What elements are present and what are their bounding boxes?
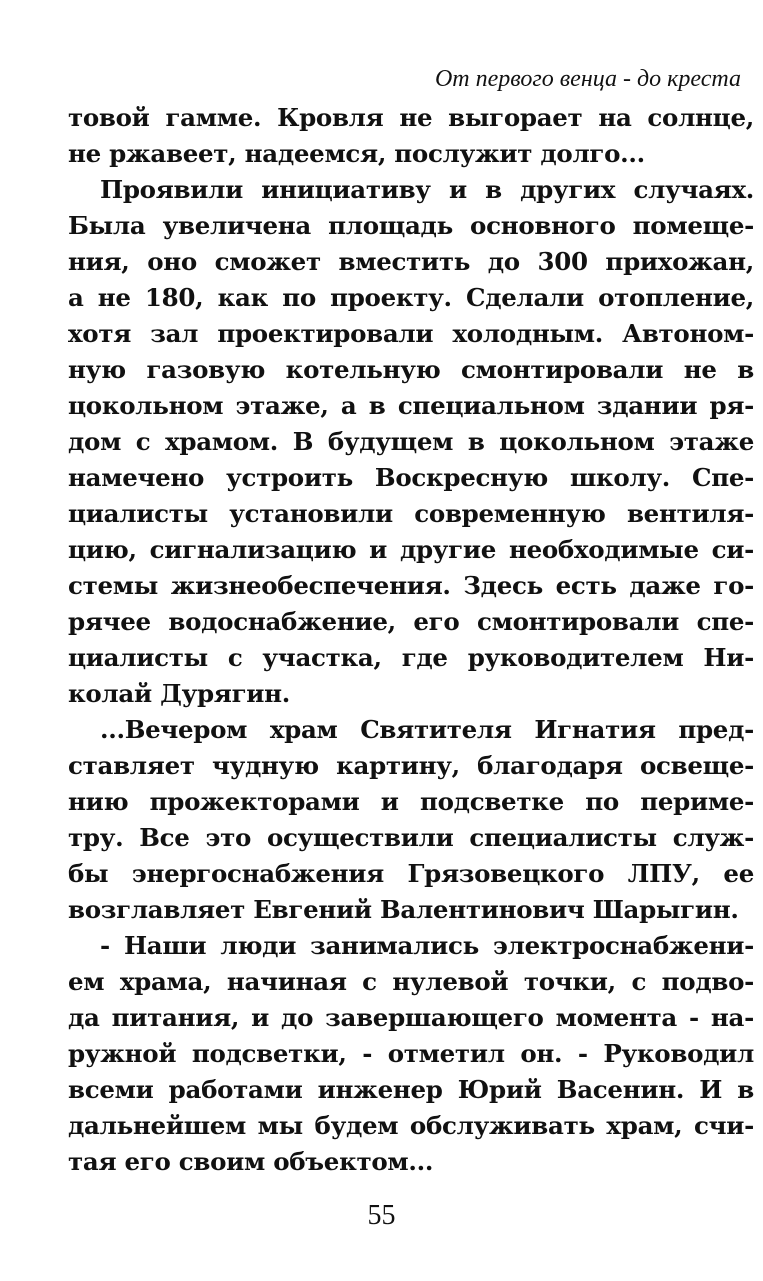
text-line: ружной подсветки, - отметил он. - Руководил — [68, 1039, 754, 1068]
text-line: всеми работами инженер Юрий Васенин. И в — [68, 1075, 754, 1104]
text-line: циалисты с участка, где руководителем Ни- — [68, 643, 754, 672]
text-line: циалисты установили современную вентиля- — [68, 499, 754, 528]
text-line: дальнейшем мы будем обслуживать храм, счи- — [68, 1111, 754, 1140]
text-line: да питания, и до завершающего момента - на- — [68, 1003, 754, 1032]
text-line: нию прожекторами и подсветке по периме- — [68, 787, 754, 816]
text-line: Была увеличена площадь основного помеще- — [68, 211, 754, 240]
text-line: ную газовую котельную смонтировали не в — [68, 355, 754, 384]
text-line: ...Вечером храм Святителя Игнатия пред- — [100, 715, 754, 744]
running-header: От первого венца - до креста — [434, 66, 741, 92]
text-line: а не 180, как по проекту. Сделали отопление, — [68, 283, 754, 312]
text-line: ния, оно сможет вместить до 300 прихожан, — [68, 247, 754, 276]
text-line: ем храма, начиная с нулевой точки, с подво- — [68, 967, 754, 996]
text-line: Проявили инициативу и в других случаях. — [100, 175, 754, 204]
text-line: цию, сигнализацию и другие необходимые си- — [68, 535, 754, 564]
text-line: дом с храмом. В будущем в цокольном этаже — [68, 427, 754, 456]
body-text — [68, 100, 754, 1180]
text-line: стемы жизнеобеспечения. Здесь есть даже го- — [68, 571, 754, 600]
page-number: 55 — [367, 1200, 396, 1231]
text-line: рячее водоснабжение, его смонтировали спе- — [68, 607, 754, 636]
text-line: хотя зал проектировали холодным. Автоном- — [68, 319, 754, 348]
text-line: намечено устроить Воскресную школу. Спе- — [68, 463, 754, 492]
text-line: бы энергоснабжения Грязовецкого ЛПУ, ее — [68, 859, 754, 888]
text-line: цокольном этаже, а в специальном здании ря- — [68, 391, 754, 420]
text-line: товой гамме. Кровля не выгорает на солнце, — [68, 103, 754, 132]
text-line: колай Дурягин. — [68, 679, 291, 708]
text-line: возглавляет Евгений Валентинович Шарыгин. — [68, 895, 739, 924]
text-line: - Наши люди занимались электроснабжени- — [100, 931, 754, 960]
text-line: ставляет чудную картину, благодаря освеще- — [68, 751, 754, 780]
text-line: не ржавеет, надеемся, послужит долго... — [68, 139, 645, 168]
text-line: тая его своим объектом... — [68, 1147, 434, 1176]
text-line: тру. Все это осуществили специалисты служ- — [68, 823, 754, 852]
